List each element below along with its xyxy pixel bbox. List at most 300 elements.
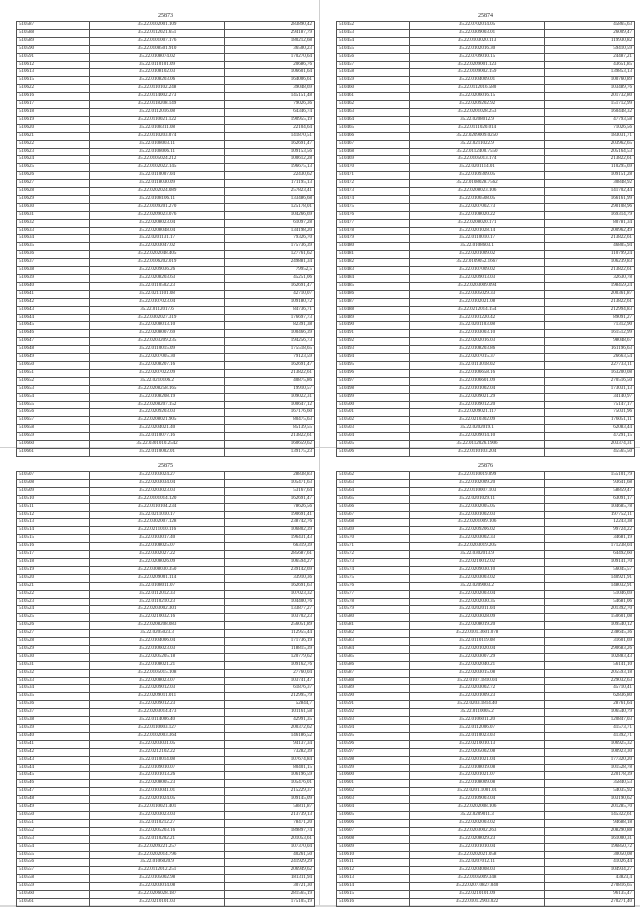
- row-code-cell: 35.22.0201020.04: [409, 645, 544, 653]
- row-id-cell: 510524: [17, 606, 90, 614]
- row-code-cell: 35.22.0203.1814.40: [409, 701, 544, 709]
- row-id-cell: 510543: [17, 756, 90, 764]
- row-amount-cell: 205164,53: [545, 148, 635, 156]
- row-id-cell: 510562: [337, 472, 410, 480]
- row-amount-cell: 281565,19: [225, 891, 315, 899]
- table-row: [337, 503, 635, 511]
- row-id-cell: 510576: [337, 582, 410, 590]
- row-amount-cell: 34681,19: [545, 535, 635, 543]
- row-code-cell: 35.22.0109010.07: [89, 764, 224, 772]
- row-id-cell: 510523: [17, 598, 90, 606]
- table-row: [17, 385, 315, 393]
- row-id-cell: 510613: [17, 69, 90, 77]
- ledger-table: [16, 21, 315, 457]
- table-row: [337, 511, 635, 519]
- row-code-cell: 35.22.0302005.05: [409, 503, 544, 511]
- row-code-cell: 35.22.0209202.92: [409, 101, 544, 109]
- table-row: [337, 322, 635, 330]
- row-code-cell: 35.22.0107009.02: [409, 267, 544, 275]
- row-code-cell: 35.22.0110007.04: [89, 172, 224, 180]
- row-code-cell: 35.22.0110021.122: [89, 116, 224, 124]
- table-row: [17, 132, 315, 140]
- row-id-cell: 510486: [337, 290, 410, 298]
- table-row: [17, 338, 315, 346]
- row-code-cell: 35.22.0107.1810.04: [409, 677, 544, 685]
- row-id-cell: 510519: [17, 566, 90, 574]
- row-code-cell: 35.22.0205205.18: [89, 653, 224, 661]
- table-row: [17, 503, 315, 511]
- row-id-cell: 510526: [17, 622, 90, 630]
- row-code-cell: 35.22.0202024.089: [89, 188, 224, 196]
- row-id-cell: 510584: [337, 645, 410, 653]
- row-id-cell: 510454: [337, 37, 410, 45]
- row-id-cell: 510634: [17, 235, 90, 243]
- row-id-cell: 510458: [337, 69, 410, 77]
- table-row: [337, 756, 635, 764]
- table-row: [17, 314, 315, 322]
- table-row: [17, 511, 315, 519]
- row-id-cell: 510644: [17, 314, 90, 322]
- row-amount-cell: 196850,72: [545, 843, 635, 851]
- row-id-cell: 510463: [337, 108, 410, 116]
- table-row: [337, 425, 635, 433]
- row-code-cell: 35.22.0202040.21: [409, 661, 544, 669]
- row-amount-cell: 34140,97: [545, 393, 635, 401]
- table-row: [337, 354, 635, 362]
- row-amount-cell: 105471,63: [225, 479, 315, 487]
- row-code-cell: 35.22.0206028.187: [89, 891, 224, 899]
- row-id-cell: 510633: [17, 227, 90, 235]
- row-amount-cell: 71026,56: [545, 124, 635, 132]
- table-row: [17, 425, 315, 433]
- row-amount-cell: 201053,61: [225, 835, 315, 843]
- row-id-cell: 510536: [17, 701, 90, 709]
- row-id-cell: 510607: [337, 827, 410, 835]
- row-amount-cell: 294187,79: [225, 29, 315, 37]
- row-code-cell: 35.22.0104009.01: [409, 77, 544, 85]
- row-amount-cell: 213822,61: [225, 369, 315, 377]
- row-id-cell: 510580: [337, 614, 410, 622]
- row-amount-cell: 270271,40: [545, 898, 635, 906]
- table-row: [17, 377, 315, 385]
- table-row: [17, 101, 315, 109]
- row-amount-cell: 170270,64: [225, 53, 315, 61]
- row-code-cell: 35.22.0111020.014: [409, 124, 544, 132]
- row-id-cell: 510623: [17, 148, 90, 156]
- row-amount-cell: 98048,67: [545, 338, 635, 346]
- row-id-cell: 510501: [337, 409, 410, 417]
- table-row: [337, 851, 635, 859]
- row-amount-cell: 189897,74: [225, 827, 315, 835]
- table-row: [337, 614, 635, 622]
- table-row: [337, 859, 635, 867]
- row-id-cell: 510615: [17, 77, 90, 85]
- table-row: [337, 441, 635, 449]
- row-code-cell: 35.22.0203014.08: [89, 883, 224, 891]
- table-row: [17, 843, 315, 851]
- row-id-cell: 510453: [337, 29, 410, 37]
- table-row: [337, 172, 635, 180]
- row-id-cell: 510461: [337, 93, 410, 101]
- row-id-cell: 510473: [337, 188, 410, 196]
- row-code-cell: 35.22.0102001.109: [89, 22, 224, 30]
- row-id-cell: 510579: [337, 606, 410, 614]
- table-row: [337, 732, 635, 740]
- row-code-cell: 35.22.0109003.04: [409, 796, 544, 804]
- row-amount-cell: 52844,7: [225, 701, 315, 709]
- row-code-cell: 35.22.0201009.23: [409, 693, 544, 701]
- table-row: [17, 725, 315, 733]
- table-row: [17, 693, 315, 701]
- page-bottom-right: [336, 462, 635, 907]
- row-id-cell: 510515: [17, 535, 90, 543]
- row-amount-cell: 109141,70: [545, 558, 635, 566]
- row-amount-cell: 63091,17: [545, 495, 635, 503]
- row-code-cell: 35.22.0108028.7562: [409, 180, 544, 188]
- table-row: [337, 180, 635, 188]
- row-amount-cell: 180212,68: [225, 37, 315, 45]
- row-amount-cell: 110295,69: [545, 164, 635, 172]
- row-id-cell: 510452: [337, 22, 410, 30]
- row-id-cell: 510522: [17, 590, 90, 598]
- row-amount-cell: 213822,61: [225, 433, 315, 441]
- table-row: [17, 235, 315, 243]
- vertical-divider: [319, 0, 320, 905]
- row-id-cell: 510652: [17, 377, 90, 385]
- row-amount-cell: 107674,84: [225, 756, 315, 764]
- table-row: [17, 519, 315, 527]
- row-amount-cell: 100466,39: [225, 330, 315, 338]
- row-amount-cell: 33910,36: [225, 574, 315, 582]
- table-row: [17, 116, 315, 124]
- row-amount-cell: 175736,39: [225, 243, 315, 251]
- row-id-cell: 510493: [337, 346, 410, 354]
- row-id-cell: 510529: [17, 645, 90, 653]
- table-row: [17, 748, 315, 756]
- table-row: [337, 645, 635, 653]
- row-amount-cell: 151712,99: [545, 101, 635, 109]
- table-row: [17, 685, 315, 693]
- row-code-cell: 35.22.0112006.07: [409, 725, 544, 733]
- row-amount-cell: 283890,42: [225, 22, 315, 30]
- row-amount-cell: 104934,27: [545, 867, 635, 875]
- table-row: [337, 582, 635, 590]
- table-row: [337, 448, 635, 456]
- row-id-cell: 510596: [337, 740, 410, 748]
- row-id-cell: 510651: [17, 369, 90, 377]
- row-id-cell: 510471: [337, 172, 410, 180]
- row-code-cell: 35.22.0212014.154: [409, 306, 544, 314]
- row-code-cell: 35.22.0106508.05: [409, 195, 544, 203]
- row-code-cell: 35.22.0112012.33: [89, 590, 224, 598]
- row-amount-cell: 43823,4: [545, 875, 635, 883]
- row-code-cell: 35.22.0204021.40: [89, 425, 224, 433]
- table-row: [17, 275, 315, 283]
- row-code-cell: 35.22.0201028.253: [409, 108, 544, 116]
- row-id-cell: 510594: [337, 725, 410, 733]
- row-code-cell: 35.22.0110210.23: [89, 598, 224, 606]
- row-amount-cell: 30721,30: [225, 883, 315, 891]
- row-amount-cell: 39048,69: [225, 85, 315, 93]
- row-id-cell: 510540: [17, 732, 90, 740]
- row-id-cell: 510589: [17, 37, 90, 45]
- row-code-cell: 35.22.0209012.03: [89, 685, 224, 693]
- table-row: [337, 108, 635, 116]
- row-amount-cell: 239142,69: [225, 566, 315, 574]
- row-code-cell: 35.22.0203014.473: [89, 709, 224, 717]
- row-id-cell: 510517: [17, 551, 90, 559]
- row-id-cell: 510624: [17, 156, 90, 164]
- table-row: [17, 417, 315, 425]
- row-id-cell: 510588: [17, 29, 90, 37]
- row-code-cell: 35.22.0108603.1: [409, 243, 544, 251]
- row-code-cell: 35.22.0309003.01: [409, 29, 544, 37]
- row-amount-cell: 176051,11: [545, 417, 635, 425]
- row-code-cell: 35.22.0209011.3: [409, 811, 544, 819]
- row-code-cell: 35.22.0102009.20: [409, 479, 544, 487]
- table-row: [337, 598, 635, 606]
- row-code-cell: 35.22.0210101.09: [409, 891, 544, 899]
- table-row: [337, 827, 635, 835]
- row-id-cell: 510477: [337, 219, 410, 227]
- row-amount-cell: 203374,31: [545, 441, 635, 449]
- row-id-cell: 510590: [17, 45, 90, 53]
- row-code-cell: 35.22.0112026.1906: [409, 441, 544, 449]
- row-amount-cell: 40875,86: [225, 377, 315, 385]
- table-row: [17, 53, 315, 61]
- row-code-cell: 35.22.0105024.212: [89, 156, 224, 164]
- table-row: [17, 867, 315, 875]
- table-row: [17, 677, 315, 685]
- table-row: [17, 172, 315, 180]
- row-amount-cell: 175105,19: [225, 898, 315, 906]
- row-amount-cell: 169314,79: [545, 211, 635, 219]
- row-code-cell: 35.22.0203002.72: [409, 685, 544, 693]
- row-id-cell: 510561: [17, 898, 90, 906]
- row-amount-cell: 103741,47: [225, 677, 315, 685]
- row-code-cell: 35.22.0103041.01: [89, 788, 224, 796]
- row-id-cell: 510605: [337, 811, 410, 819]
- row-amount-cell: 200361,87: [545, 290, 635, 298]
- row-code-cell: 35.22.0110015.09: [89, 346, 224, 354]
- row-id-cell: 510520: [17, 574, 90, 582]
- row-id-cell: 510518: [17, 558, 90, 566]
- row-code-cell: 35.22.0102022.145: [89, 164, 224, 172]
- table-row: [337, 487, 635, 495]
- row-code-cell: 35.22.0108501.910: [89, 45, 224, 53]
- row-code-cell: 35.22.0110502.23: [89, 282, 224, 290]
- row-amount-cell: 190691,41: [225, 511, 315, 519]
- row-amount-cell: 79123,59: [225, 354, 315, 362]
- row-code-cell: 35.22.0108009.08: [409, 780, 544, 788]
- row-code-cell: 35.22.0114006.40: [89, 717, 224, 725]
- table-row: [17, 527, 315, 535]
- row-id-cell: 510572: [337, 551, 410, 559]
- row-amount-cell: 99724,22: [545, 527, 635, 535]
- table-row: [337, 748, 635, 756]
- row-code-cell: 35.22.0210302.09: [409, 417, 544, 425]
- row-id-cell: 510577: [337, 590, 410, 598]
- row-amount-cell: 118815,39: [225, 645, 315, 653]
- table-row: [337, 385, 635, 393]
- row-amount-cell: 133486,68: [225, 195, 315, 203]
- row-amount-cell: 26009,47: [545, 29, 635, 37]
- row-code-cell: 35.22.0209036.26: [89, 267, 224, 275]
- row-amount-cell: 100923,30: [545, 748, 635, 756]
- row-code-cell: 35.22.0202030.35: [409, 598, 544, 606]
- row-code-cell: 35.22.0208012.9: [409, 116, 544, 124]
- table-row: [17, 93, 315, 101]
- table-row: [337, 22, 635, 30]
- row-amount-cell: 213739,13: [225, 811, 315, 819]
- row-code-cell: 35.22.0210010.13: [409, 740, 544, 748]
- row-amount-cell: 26663,54: [545, 354, 635, 362]
- row-code-cell: 35.22.0203031.05: [89, 740, 224, 748]
- row-id-cell: 510566: [337, 503, 410, 511]
- row-id-cell: 510570: [337, 535, 410, 543]
- row-code-cell: 35.22.0211010.116: [89, 527, 224, 535]
- row-code-cell: 35.22.0208021.905: [89, 417, 224, 425]
- table-row: [17, 661, 315, 669]
- row-amount-cell: 183031,71: [545, 132, 635, 140]
- row-id-cell: 510591: [337, 701, 410, 709]
- table-row: [337, 835, 635, 843]
- row-id-cell: 510571: [337, 543, 410, 551]
- row-amount-cell: 47793,58: [545, 116, 635, 124]
- row-amount-cell: 35840,53: [545, 780, 635, 788]
- row-amount-cell: 54035,92: [545, 788, 635, 796]
- row-code-cell: 35.22.0301002.03: [409, 511, 544, 519]
- row-id-cell: 510510: [17, 495, 90, 503]
- row-amount-cell: 213822,61: [545, 235, 635, 243]
- row-code-cell: 35.22.0202016.03: [409, 338, 544, 346]
- row-amount-cell: 171195,13: [225, 180, 315, 188]
- row-amount-cell: 162691,47: [225, 495, 315, 503]
- row-code-cell: 35.22.0208005.23: [89, 780, 224, 788]
- row-id-cell: 510528: [17, 638, 90, 646]
- row-amount-cell: 141870,51: [225, 132, 315, 140]
- table-row: [17, 37, 315, 45]
- row-id-cell: 510625: [17, 164, 90, 172]
- row-amount-cell: 78471,20: [225, 819, 315, 827]
- row-amount-cell: 198459,24: [545, 282, 635, 290]
- row-code-cell: 35.22.0106601.09: [409, 377, 544, 385]
- row-id-cell: 510460: [337, 85, 410, 93]
- table-row: [337, 298, 635, 306]
- row-amount-cell: 229032,63: [545, 677, 635, 685]
- row-amount-cell: 80401,15: [225, 764, 315, 772]
- row-code-cell: 35.22.0302007.128: [89, 519, 224, 527]
- row-amount-cell: 241929,29: [225, 859, 315, 867]
- table-row: [17, 267, 315, 275]
- row-code-cell: 35.22.0103024.27: [89, 472, 224, 480]
- row-amount-cell: 58859,47: [545, 487, 635, 495]
- table-row: [17, 243, 315, 251]
- table-row: [17, 630, 315, 638]
- table-row: [337, 661, 635, 669]
- row-id-cell: 510598: [337, 756, 410, 764]
- row-id-cell: 510620: [17, 124, 90, 132]
- row-amount-cell: 28838,83: [225, 472, 315, 480]
- row-amount-cell: 107370,04: [225, 843, 315, 851]
- row-amount-cell: 40261,50: [225, 851, 315, 859]
- row-amount-cell: 102883,43: [545, 653, 635, 661]
- row-id-cell: 510482: [337, 259, 410, 267]
- row-amount-cell: 103702,23: [225, 614, 315, 622]
- row-amount-cell: 103489,76: [545, 85, 635, 93]
- row-code-cell: 35.22.0112017.6: [89, 306, 224, 314]
- row-amount-cell: 109022,31: [225, 393, 315, 401]
- row-amount-cell: 155101,79: [545, 472, 635, 480]
- table-row: [17, 124, 315, 132]
- row-amount-cell: 101161,58: [225, 709, 315, 717]
- row-code-cell: 35.22.0110202.21: [89, 835, 224, 843]
- row-code-cell: 35.22.0101.2903.022: [409, 898, 544, 906]
- row-id-cell: 510595: [337, 732, 410, 740]
- row-code-cell: 35.22.0201021.07: [409, 772, 544, 780]
- row-id-cell: 510573: [337, 558, 410, 566]
- row-code-cell: 35.22.0201028.14: [409, 227, 544, 235]
- row-amount-cell: 125178,01: [225, 203, 315, 211]
- row-id-cell: 510516: [17, 543, 90, 551]
- row-code-cell: 35.22.0202011.04: [409, 606, 544, 614]
- row-amount-cell: 106239,83: [545, 259, 635, 267]
- row-code-cell: 35.22.0201103.08: [409, 322, 544, 330]
- row-id-cell: 510521: [17, 582, 90, 590]
- row-amount-cell: 200962,49: [545, 227, 635, 235]
- row-id-cell: 510531: [17, 661, 90, 669]
- row-code-cell: 35.22.0110005.2: [409, 709, 544, 717]
- row-id-cell: 510488: [337, 306, 410, 314]
- row-amount-cell: 104400,76: [225, 598, 315, 606]
- table-row: [337, 409, 635, 417]
- row-id-cell: 510635: [17, 243, 90, 251]
- row-code-cell: 35.22.0210101.03: [89, 898, 224, 906]
- row-code-cell: 35.22.0112400.7550: [409, 148, 544, 156]
- row-id-cell: 510530: [17, 653, 90, 661]
- table-row: [17, 211, 315, 219]
- table-row: [337, 251, 635, 259]
- table-row: [17, 346, 315, 354]
- table-row: [337, 479, 635, 487]
- row-code-cell: 35.22.0203047.02: [89, 243, 224, 251]
- row-amount-cell: 290108,96: [545, 203, 635, 211]
- row-amount-cell: 133877,27: [225, 606, 315, 614]
- row-amount-cell: 54681,06: [545, 598, 635, 606]
- row-code-cell: 35.22.0209009.0250: [409, 132, 544, 140]
- row-code-cell: 35.22.0105013.174: [409, 156, 544, 164]
- row-code-cell: 35.22.0109201.270: [89, 203, 224, 211]
- table-row: [337, 433, 635, 441]
- row-id-cell: 510480: [337, 243, 410, 251]
- row-amount-cell: 175518,65: [225, 346, 315, 354]
- table-row: [17, 669, 315, 677]
- table-row: [17, 898, 315, 906]
- table-row: [17, 354, 315, 362]
- row-id-cell: 510648: [17, 346, 90, 354]
- row-id-cell: 510553: [17, 835, 90, 843]
- row-id-cell: 510538: [17, 717, 90, 725]
- row-code-cell: 35.22.0108074.02: [89, 53, 224, 61]
- row-code-cell: 35.22.0209021.29: [409, 393, 544, 401]
- row-code-cell: 35.22.0209011.011: [89, 693, 224, 701]
- row-amount-cell: 109540,12: [545, 622, 635, 630]
- row-amount-cell: 89091,27: [545, 314, 635, 322]
- row-code-cell: 35.22.0210032.16: [89, 614, 224, 622]
- table-row: [337, 61, 635, 69]
- table-row: [17, 69, 315, 77]
- row-code-cell: 35.22.0112016.08: [89, 108, 224, 116]
